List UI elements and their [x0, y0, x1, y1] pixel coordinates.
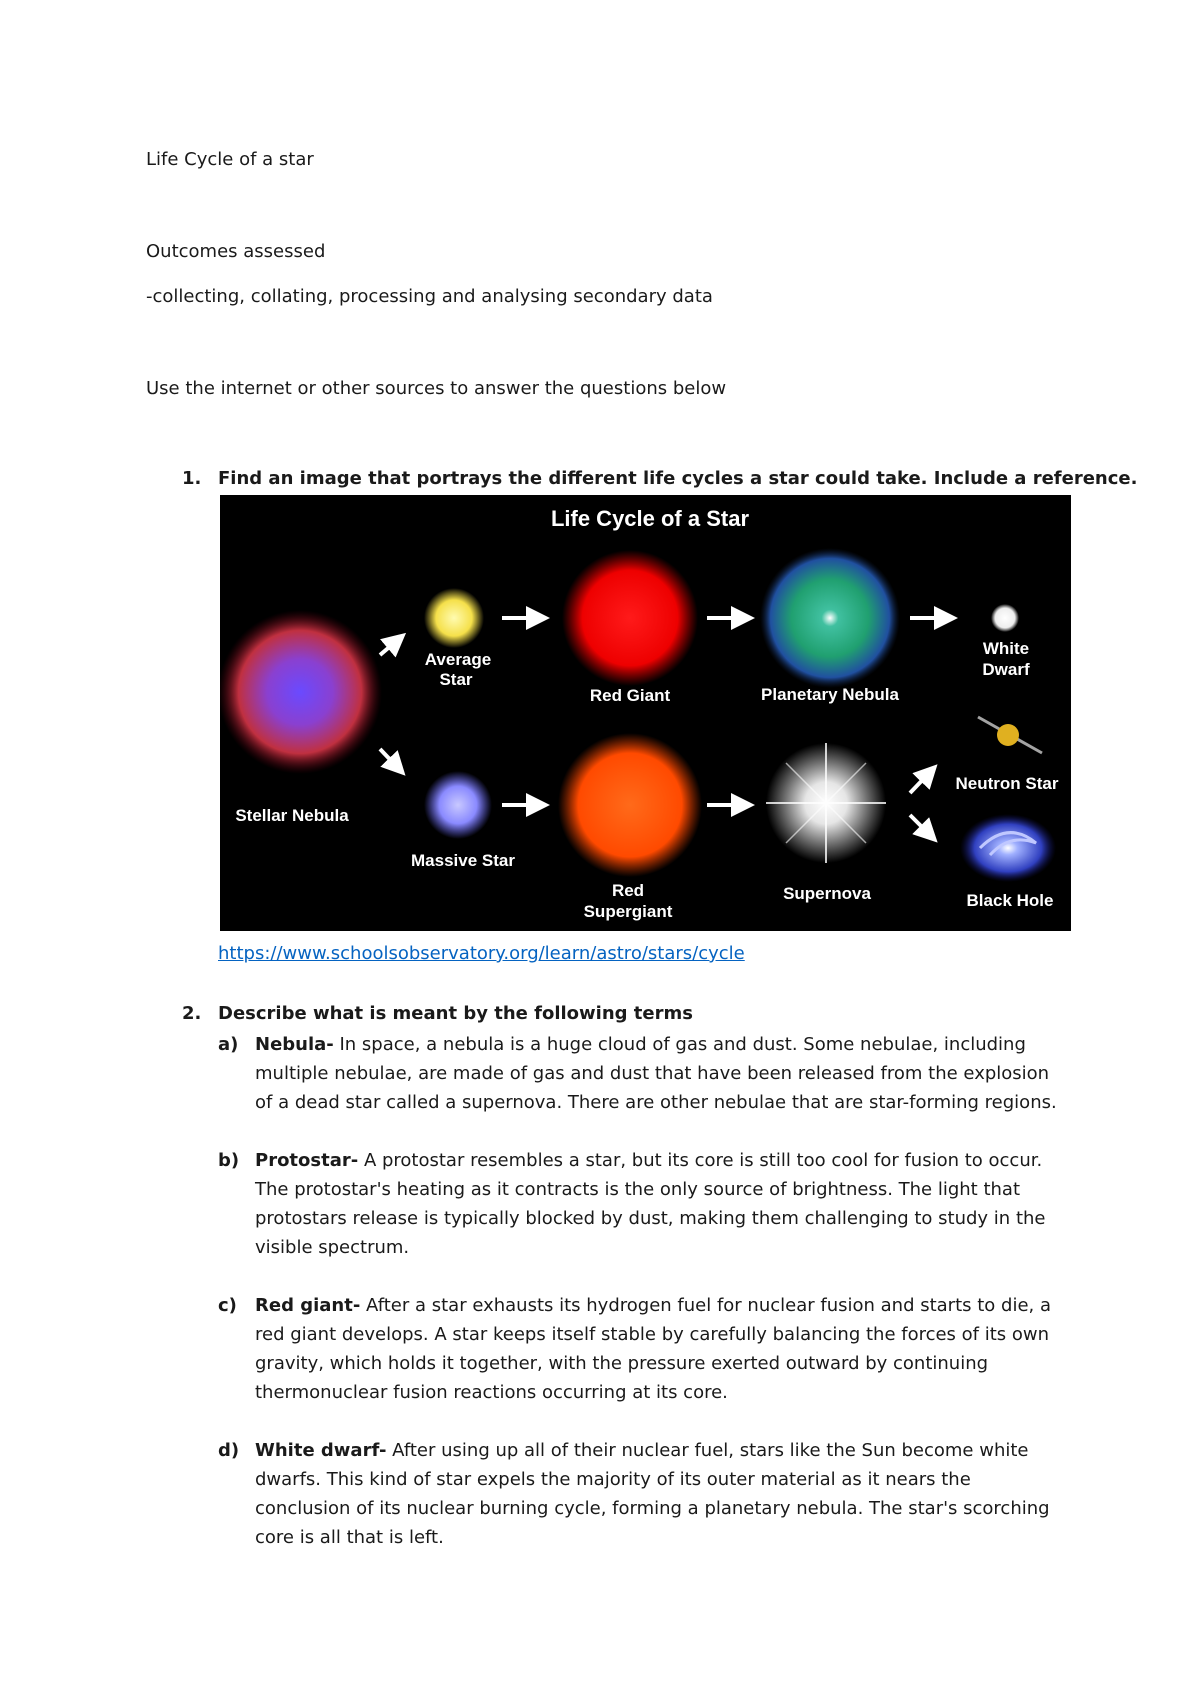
life-cycle-figure [220, 495, 1071, 931]
average-star-image [424, 588, 484, 648]
term-definition-line [255, 1146, 1075, 1175]
label-massive-star: Massive Star [411, 851, 515, 870]
term-definition-line [255, 1436, 1075, 1465]
question-2-text: Describe what is meant by the following terms [218, 1003, 693, 1024]
stellar-nebula-image [220, 610, 382, 774]
arrow-up-icon [380, 638, 400, 655]
term-definition-line: gravity, which holds it together, with the pressure exerted outward by continuing [255, 1353, 989, 1374]
term-definition-line: of a dead star called a supernova. There are other nebulae that are star-forming regions. [255, 1092, 1057, 1113]
term-text: A protostar resembles a star, but its core is still too cool for fusion to occur. [358, 1150, 1043, 1171]
red-giant-image [562, 550, 698, 686]
label-supernova: Supernova [783, 884, 871, 903]
term-name: Protostar- [255, 1150, 359, 1171]
white-dwarf-image [991, 604, 1019, 632]
question-1-number: 1. [182, 468, 202, 489]
term-definition-line [255, 1291, 1075, 1320]
arrow-down-icon [910, 815, 932, 837]
label-red-giant: Red Giant [589, 686, 671, 705]
term-letter: d) [218, 1440, 240, 1461]
label-average-star-line2: Star [439, 670, 473, 689]
instructions-text: Use the internet or other sources to answer the questions below [146, 378, 727, 399]
term-letter: a) [218, 1034, 239, 1055]
term-definition-line: dwarfs. This kind of star expels the majority of its outer material as it nears the [255, 1469, 971, 1490]
outcomes-heading: Outcomes assessed [146, 241, 326, 262]
term-letter: c) [218, 1295, 237, 1316]
label-planetary-nebula: Planetary Nebula [761, 685, 899, 704]
question-2-number: 2. [182, 1003, 202, 1024]
term-text: In space, a nebula is a huge cloud of gas and dust. Some nebulae, including [333, 1034, 1026, 1055]
label-black-hole: Black Hole [966, 891, 1054, 910]
term-definition-line [255, 1030, 1075, 1059]
label-red-supergiant-line2: Supergiant [583, 902, 673, 921]
figure-title: Life Cycle of a Star [550, 506, 750, 531]
term-name: Red giant- [255, 1295, 361, 1316]
term-definition-line: core is all that is left. [255, 1527, 444, 1548]
arrow-up-icon [910, 770, 932, 793]
label-white-dwarf-line1: White [982, 639, 1030, 658]
term-name: White dwarf- [255, 1440, 387, 1461]
black-hole-image [960, 814, 1056, 882]
red-supergiant-image [558, 733, 702, 877]
term-definition-line: red giant develops. A star keeps itself stable by carefully balancing the forces of its own [255, 1324, 1050, 1345]
planetary-nebula-image [760, 548, 900, 688]
arrow-down-icon [380, 749, 400, 770]
reference-link[interactable]: https://www.schoolsobservatory.org/learn/astro/stars/cycle [218, 943, 745, 964]
document-title: Life Cycle of a star [146, 149, 314, 170]
label-white-dwarf-line2: Dwarf [982, 660, 1030, 679]
term-name: Nebula- [255, 1034, 334, 1055]
term-definition-line: The protostar's heating as it contracts is the only source of brightness. The light that [255, 1179, 1021, 1200]
massive-star-image [424, 771, 492, 839]
label-neutron-star: Neutron Star [955, 774, 1059, 793]
question-1-text: Find an image that portrays the different life cycles a star could take. Include a reference. [218, 468, 1138, 489]
label-stellar-nebula: Stellar Nebula [235, 806, 349, 825]
term-letter: b) [218, 1150, 240, 1171]
term-definition-line: conclusion of its nuclear burning cycle, forming a planetary nebula. The star's scorching [255, 1498, 1050, 1519]
label-average-star-line1: Average [424, 650, 492, 669]
term-definition-line: protostars release is typically blocked by dust, making them challenging to study in the [255, 1208, 1046, 1229]
neutron-star-image [978, 717, 1042, 753]
term-definition-line: multiple nebulae, are made of gas and dust that have been released from the explosion [255, 1063, 1050, 1084]
term-text: After a star exhausts its hydrogen fuel for nuclear fusion and starts to die, a [360, 1295, 1052, 1316]
supernova-image [766, 743, 886, 863]
term-definition-line: visible spectrum. [255, 1237, 410, 1258]
outcome-item: -collecting, collating, processing and analysing secondary data [146, 286, 713, 307]
label-red-supergiant-line1: Red [611, 881, 645, 900]
term-text: After using up all of their nuclear fuel, stars like the Sun become white [386, 1440, 1029, 1461]
term-definition-line: thermonuclear fusion reactions occurring at its core. [255, 1382, 728, 1403]
